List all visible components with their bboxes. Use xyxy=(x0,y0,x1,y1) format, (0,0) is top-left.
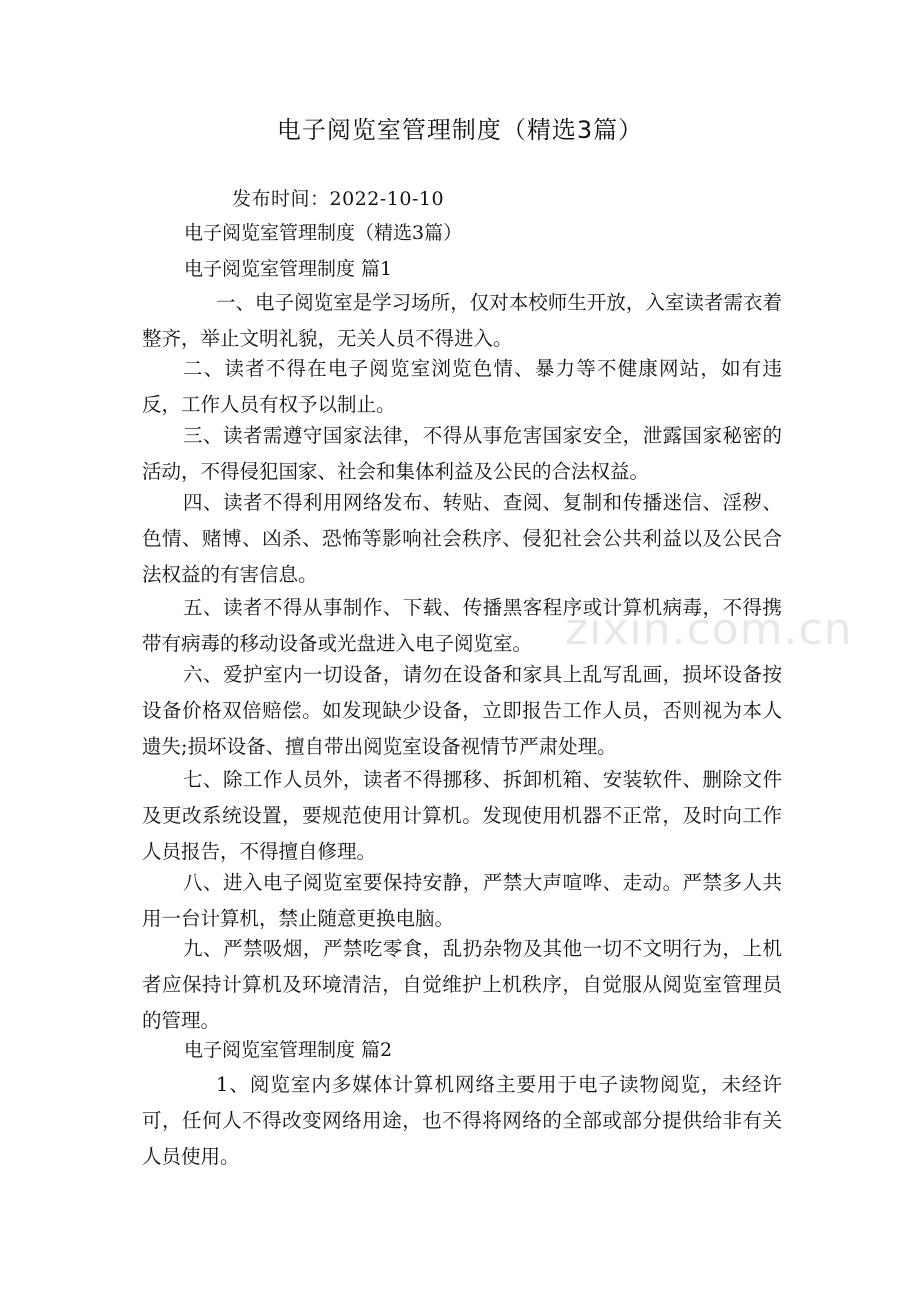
section-heading-1: 电子阅览室管理制度 篇1 xyxy=(184,258,393,280)
rule-paragraph-6: 六、爱护室内一切设备，请勿在设备和家具上乱写乱画，损坏设备按设备价格双倍赔偿。如发现缺少设备，立即报告工作人员，否则视为本人遗失;损坏设备、擅自带出阅览室设备视情节严肃处理。 xyxy=(142,663,782,758)
rule-paragraph-9: 九、严禁吸烟，严禁吃零食，乱扔杂物及其他一切不文明行为，上机者应保持计算机及环境清洁，自觉维护上机秩序，自觉服从阅览室管理员的管理。 xyxy=(142,937,782,1032)
rule-paragraph-1: 一、电子阅览室是学习场所，仅对本校师生开放，入室读者需衣着整齐，举止文明礼貌，无关人员不得进入。 xyxy=(142,291,782,350)
section-heading-2: 电子阅览室管理制度 篇2 xyxy=(184,1039,393,1061)
publish-date: 发布时间：2022-10-10 xyxy=(232,188,445,210)
document-subtitle: 电子阅览室管理制度（精选3篇） xyxy=(184,222,463,244)
document-title: 电子阅览室管理制度（精选3篇） xyxy=(276,116,644,144)
watermark: zixin.com.cn xyxy=(565,604,853,655)
rule-paragraph-4: 四、读者不得利用网络发布、转贴、查阅、复制和传播迷信、淫秽、色情、赌博、凶杀、恐怖等影响社会秩序、侵犯社会公共利益以及公民合法权益的有害信息。 xyxy=(142,491,782,586)
rule-paragraph-5: 五、读者不得从事制作、下载、传播黑客程序或计算机病毒，不得携带有病毒的移动设备或光盘进入电子阅览室。 xyxy=(142,596,782,655)
rule-paragraph-7: 七、除工作人员外，读者不得挪移、拆卸机箱、安装软件、删除文件及更改系统设置，要规范使用计算机。发现使用机器不正常，及时向工作人员报告，不得擅自修理。 xyxy=(142,768,782,863)
rule-paragraph-2: 二、读者不得在电子阅览室浏览色情、暴力等不健康网站，如有违反，工作人员有权予以制止。 xyxy=(142,357,782,416)
rule-paragraph-8: 八、进入电子阅览室要保持安静，严禁大声喧哗、走动。严禁多人共用一台计算机，禁止随意更换电脑。 xyxy=(142,871,782,930)
rule-paragraph-10: 1、阅览室内多媒体计算机网络主要用于电子读物阅览，未经许可，任何人不得改变网络用途，也不得将网络的全部或部分提供给非有关人员使用。 xyxy=(142,1073,782,1168)
rule-paragraph-3: 三、读者需遵守国家法律，不得从事危害国家安全，泄露国家秘密的活动，不得侵犯国家、社会和集体利益及公民的合法权益。 xyxy=(142,424,782,483)
